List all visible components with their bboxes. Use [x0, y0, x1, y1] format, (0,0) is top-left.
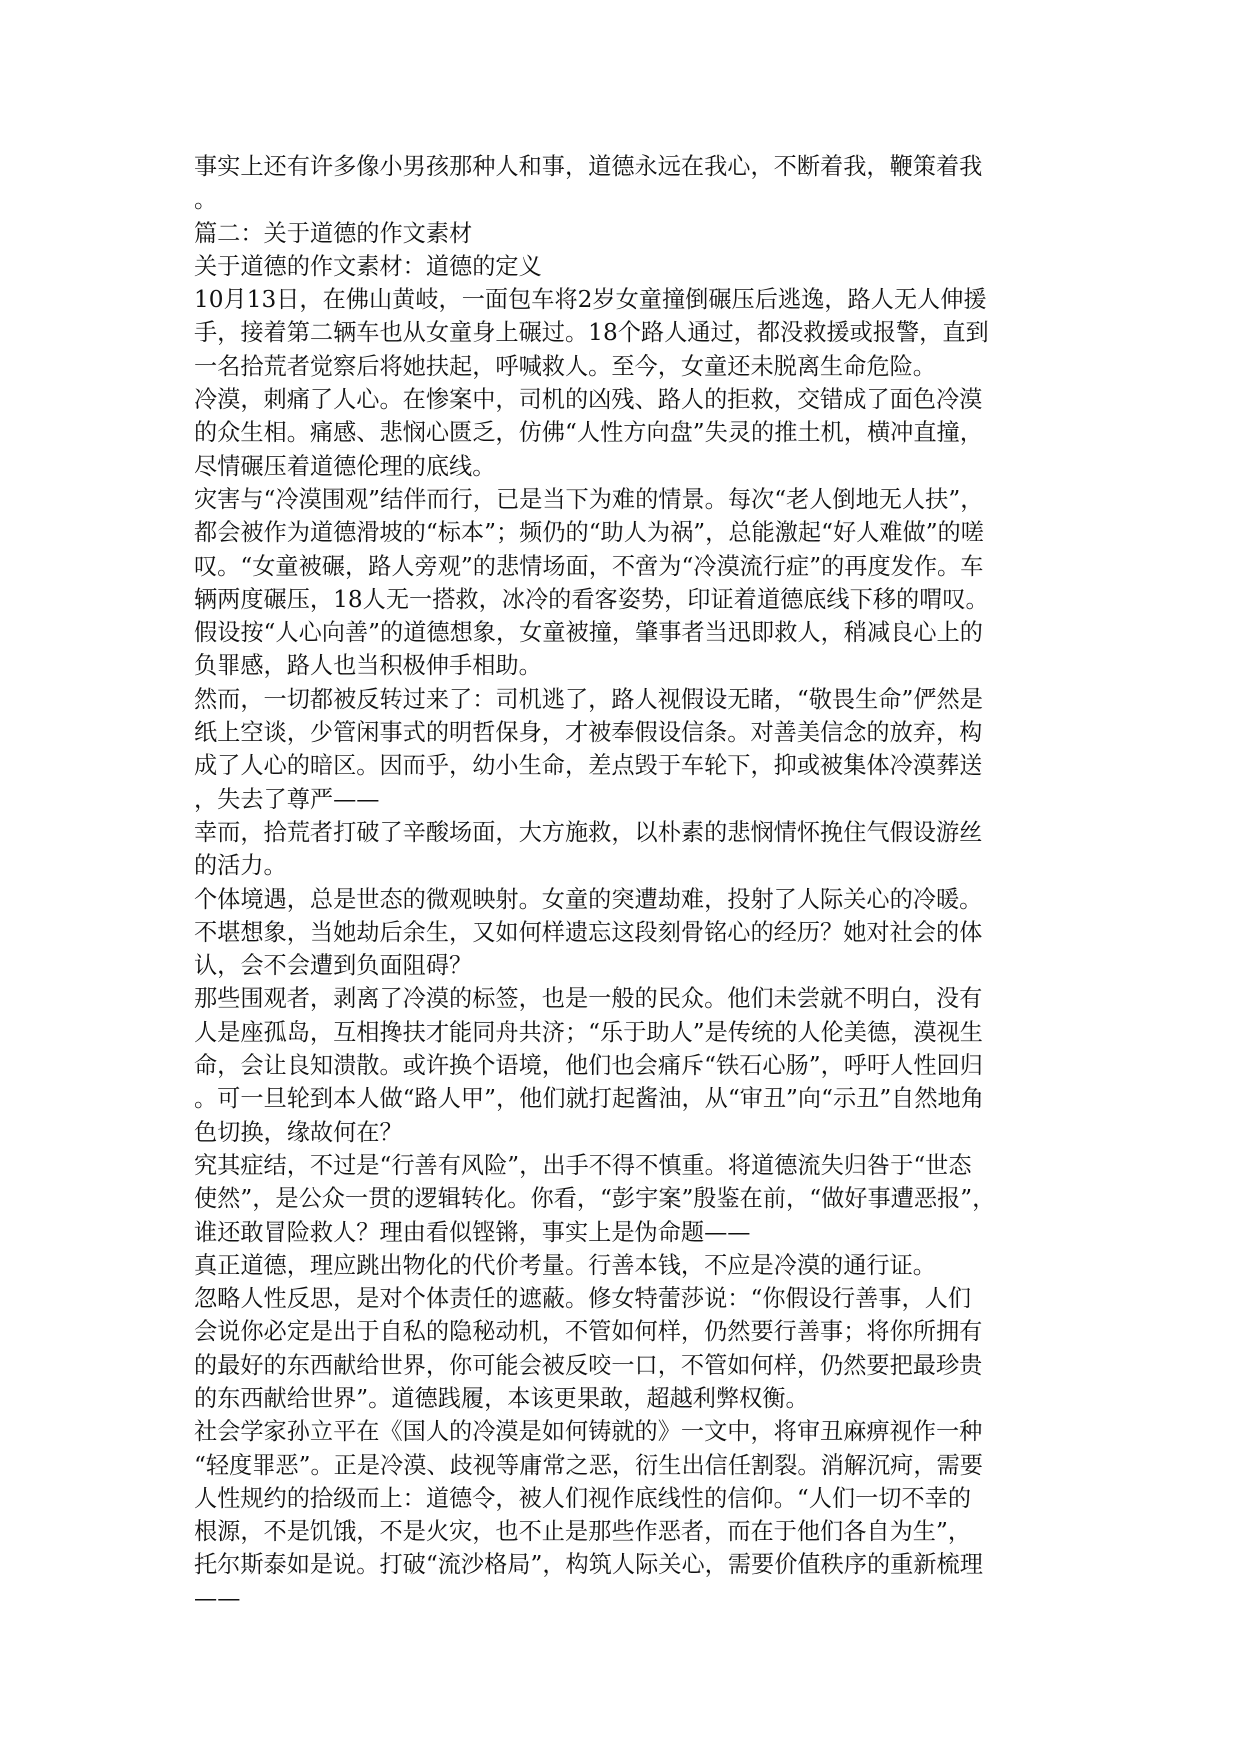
text-line: 的活力。 — [194, 852, 287, 880]
text-line: 人是座孤岛，互相搀扶才能同舟共济；“乐于助人”是传统的人伦美德，漠视生 — [194, 1018, 983, 1046]
text-line: 色切换，缘故何在？ — [194, 1118, 403, 1146]
text-line: 手，接着第二辆车也从女童身上碾过。18个路人通过，都没救援或报警，直到 — [194, 319, 989, 347]
text-line: 假设按“人心向善”的道德想象，女童被撞，肇事者当迅即救人，稍减良心上的 — [194, 619, 983, 647]
text-line: 10月13日，在佛山黄岐，一面包车将2岁女童撞倒碾压后逃逸，路人无人伸援 — [194, 286, 987, 314]
text-line: “轻度罪恶”。正是冷漠、歧视等庸常之恶，衍生出信任割裂。消解沉疴，需要 — [194, 1451, 983, 1479]
text-line: 负罪感，路人也当积极伸手相助。 — [194, 652, 542, 680]
text-line: 叹。“女童被碾，路人旁观”的悲情场面，不啻为“冷漠流行症”的再度发作。车 — [194, 552, 984, 580]
text-line: 会说你必定是出于自私的隐秘动机，不管如何样，仍然要行善事；将你所拥有 — [194, 1318, 983, 1346]
text-line: 幸而，拾荒者打破了辛酸场面，大方施救，以朴素的悲悯情怀挽住气假设游丝 — [194, 818, 983, 846]
text-line: 社会学家孙立平在《国人的冷漠是如何铸就的》一文中，将审丑麻痹视作一种 — [194, 1418, 983, 1446]
document-body — [194, 150, 1054, 1615]
text-line: 个体境遇，总是世态的微观映射。女童的突遭劫难，投射了人际关心的冷暖。 — [194, 885, 983, 913]
text-line: 灾害与“冷漠围观”结伴而行，已是当下为难的情景。每次“老人倒地无人扶”， — [194, 485, 984, 513]
text-line: 使然”，是公众一贯的逻辑转化。你看，“彭宇案”殷鉴在前，“做好事遭恶报”， — [194, 1185, 996, 1213]
text-line: 。可一旦轮到本人做“路人甲”，他们就打起酱油，从“审丑”向“示丑”自然地角 — [194, 1085, 984, 1113]
text-line: 纸上空谈，少管闲事式的明哲保身，才被奉假设信条。对善美信念的放弃，构 — [194, 719, 983, 747]
text-line: 事实上还有许多像小男孩那种人和事，道德永远在我心，不断着我，鞭策着我 — [194, 153, 983, 180]
text-line: 那些围观者，剥离了冷漠的标签，也是一般的民众。他们未尝就不明白，没有 — [194, 985, 983, 1013]
text-line: 成了人心的暗区。因而乎，幼小生命，差点毁于车轮下，抑或被集体冷漠葬送 — [194, 752, 983, 780]
text-line: 谁还敢冒险救人？理由看似铿锵，事实上是伪命题—— — [194, 1218, 751, 1246]
text-line: 的众生相。痛感、悲悯心匮乏，仿佛“人性方向盘”失灵的推土机，横冲直撞， — [194, 419, 983, 447]
text-line: 的最好的东西献给世界，你可能会被反咬一口，不管如何样，仍然要把最珍贵 — [194, 1351, 983, 1379]
text-line: 篇二：关于道德的作文素材 — [194, 219, 473, 247]
text-line: 尽情碾压着道德伦理的底线。 — [194, 452, 496, 480]
text-line: 辆两度碾压，18人无一搭救，冰冷的看客姿势，印证着道德底线下移的喟叹。 — [194, 585, 989, 613]
text-line: 然而，一切都被反转过来了：司机逃了，路人视假设无睹，“敬畏生命”俨然是 — [194, 685, 983, 713]
text-line: 认，会不会遭到负面阻碍？ — [194, 952, 473, 980]
text-line: ，失去了尊严—— — [194, 785, 380, 813]
text-line: 都会被作为道德滑坡的“标本”；频仍的“助人为祸”，总能激起“好人难做”的嗟 — [194, 519, 984, 547]
text-line: 命，会让良知溃散。或许换个语境，他们也会痛斥“铁石心肠”，呼吁人性回归 — [194, 1052, 983, 1080]
text-line: 究其症结，不过是“行善有风险”，出手不得不慎重。将道德流失归咎于“世态 — [194, 1151, 972, 1179]
text-line: 冷漠，刺痛了人心。在惨案中，司机的凶残、路人的拒救，交错成了面色冷漠 — [194, 386, 983, 414]
text-line: 。 — [194, 186, 218, 214]
text-line: 关于道德的作文素材：道德的定义 — [194, 252, 542, 280]
text-line: 的东西献给世界”。道德践履，本该更果敢，超越利弊权衡。 — [194, 1384, 809, 1412]
text-line: 真正道德，理应跳出物化的代价考量。行善本钱，不应是冷漠的通行证。 — [194, 1251, 936, 1279]
text-line: 人性规约的拾级而上：道德令，被人们视作底线性的信仰。“人们一切不幸的 — [194, 1484, 972, 1512]
text-line: 一名拾荒者觉察后将她扶起，呼喊救人。至今，女童还未脱离生命危险。 — [194, 352, 936, 380]
text-line: —— — [194, 1584, 241, 1612]
text-line: 根源，不是饥饿，不是火灾，也不止是那些作恶者，而在于他们各自为生”， — [194, 1518, 972, 1546]
text-line: 忽略人性反思，是对个体责任的遮蔽。修女特蕾莎说：“你假设行善事，人们 — [194, 1285, 972, 1313]
text-line: 不堪想象，当她劫后余生，又如何样遗忘这段刻骨铭心的经历？她对社会的体 — [194, 918, 983, 946]
text-line: 托尔斯泰如是说。打破“流沙格局”，构筑人际关心，需要价值秩序的重新梳理 — [194, 1551, 983, 1579]
